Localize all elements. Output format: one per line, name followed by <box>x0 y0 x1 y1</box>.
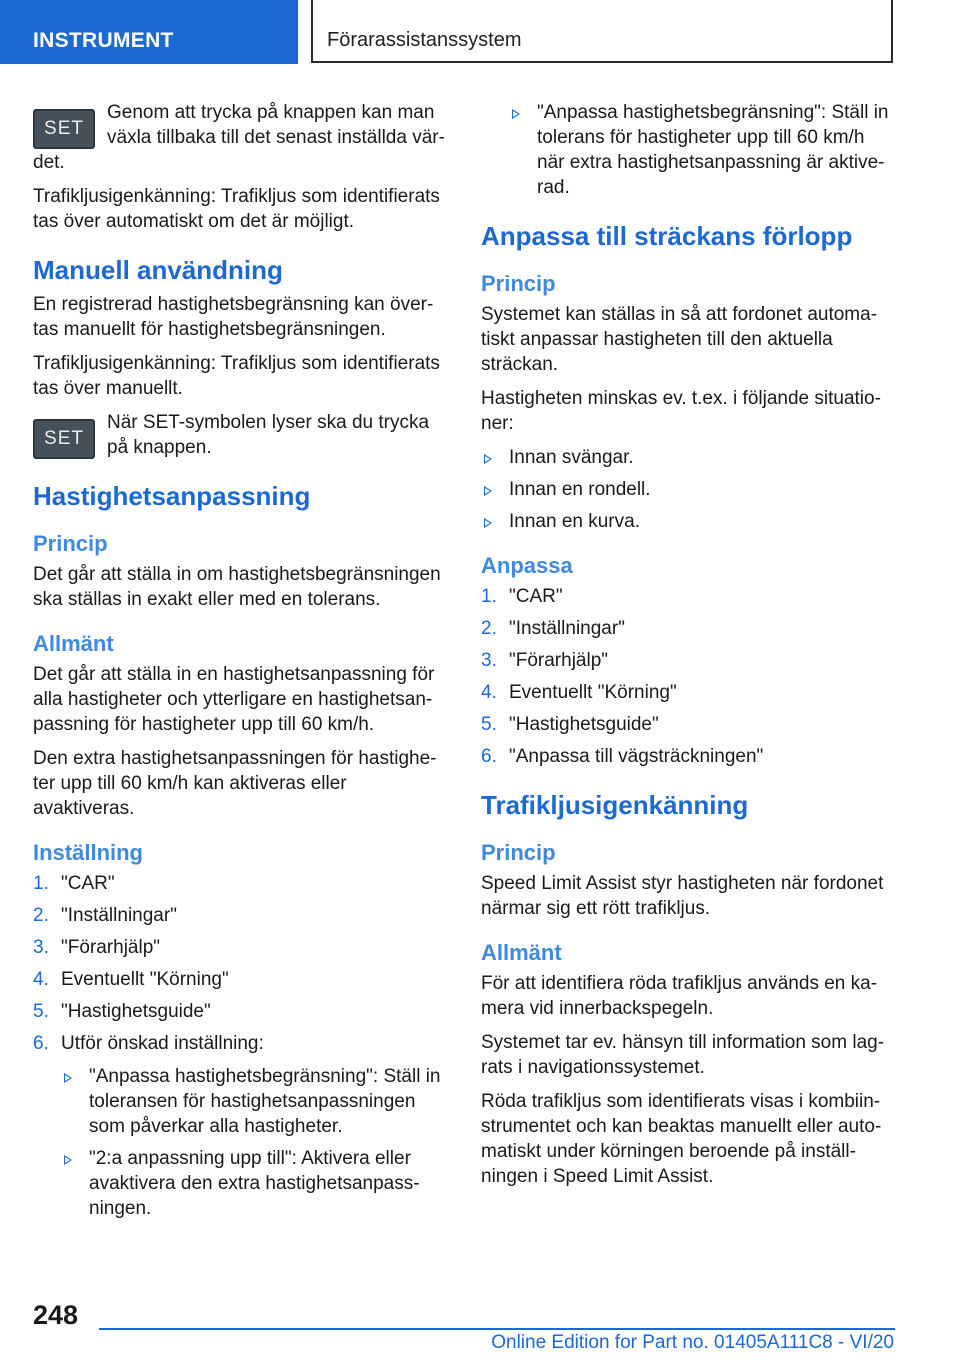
heading-speed-adaptation: Hastighetsanpassning <box>33 481 311 511</box>
header-chapter-label: Förarassistanssystem <box>327 29 522 51</box>
step-number: 3. <box>33 937 49 958</box>
step-number: 3. <box>481 650 497 671</box>
paragraph: Trafikljusigenkänning: Trafikljus som identifierats tas över manuellt. <box>33 353 440 399</box>
paragraph: Trafikljusigenkänning: Trafikljus som identifierats tas över automatiskt om det är möjligt. <box>33 186 440 232</box>
paragraph: Den extra hastighetsanpassningen för hastighe-ter upp till 60 km/h kan aktiveras eller avaktiveras. <box>33 748 437 819</box>
right-column <box>481 100 896 1198</box>
step-number: 6. <box>33 1033 49 1054</box>
paragraph: Systemet kan ställas in så att fordonet automa-tiskt anpassar hastigheten till den aktuella sträckan. <box>481 304 878 375</box>
footer-divider <box>99 1328 895 1330</box>
subheading-principle: Princip <box>481 271 556 296</box>
subheading-principle: Princip <box>33 531 108 556</box>
step-text: "Hastighetsguide" <box>509 714 659 735</box>
paragraph: Systemet tar ev. hänsyn till information som lag-rats i navigationssystemet. <box>481 1032 885 1078</box>
sub-option-text: "2:a anpassning upp till": Aktivera eller avaktivera den extra hastighetsanpass-ningen. <box>89 1148 420 1219</box>
list-item <box>481 712 896 737</box>
list-item <box>481 477 896 502</box>
list-item <box>33 935 448 960</box>
paragraph: En registrerad hastighetsbegränsning kan över-tas manuellt för hastighetsbegränsningen. <box>33 294 434 340</box>
step-text: Eventuellt "Körning" <box>509 682 677 703</box>
list-item <box>33 903 448 928</box>
step-text: "Förarhjälp" <box>61 937 161 958</box>
triangle-bullet-icon <box>484 518 492 528</box>
step-number: 4. <box>33 969 49 990</box>
list-item <box>481 584 896 609</box>
list-item <box>481 648 896 673</box>
page-number: 248 <box>33 1300 79 1330</box>
set-intro-block <box>33 100 448 175</box>
triangle-bullet-icon <box>64 1155 72 1165</box>
triangle-bullet-icon <box>512 109 520 119</box>
paragraph: Det går att ställa in om hastighetsbegränsningen ska ställas in exakt eller med en tolerans. <box>33 564 441 610</box>
set-manual-block <box>33 410 448 460</box>
situation-text: Innan en kurva. <box>509 511 640 532</box>
subheading-general: Allmänt <box>481 940 562 965</box>
paragraph: För att identifiera röda trafikljus används en ka-mera vid innerbackspegeln. <box>481 973 878 1019</box>
step-number: 2. <box>33 905 49 926</box>
step-number: 1. <box>33 873 49 894</box>
triangle-bullet-icon <box>64 1073 72 1083</box>
triangle-bullet-icon <box>484 486 492 496</box>
list-item <box>61 1146 448 1221</box>
step-number: 1. <box>481 586 497 607</box>
step-text: Utför önskad inställning: <box>61 1033 264 1054</box>
set-button-icon: SET <box>33 419 95 459</box>
list-item <box>33 871 448 896</box>
heading-adapt-route: Anpassa till sträckans förlopp <box>481 221 853 251</box>
triangle-bullet-icon <box>484 454 492 464</box>
sub-option-text: "Anpassa hastighetsbegränsning": Ställ in tolerans för hastigheter upp till 60 km/h när extra hastighetsanpassning är aktive-rad. <box>537 102 889 198</box>
paragraph: Det går att ställa in en hastighetsanpassning för alla hastigheter och ytterligare en hastighetsan-passning för hastigheter upp till 60 km/h. <box>33 664 435 735</box>
step-text: "Inställningar" <box>61 905 177 926</box>
setting-steps <box>33 871 448 1056</box>
subheading-setting: Inställning <box>33 840 143 865</box>
list-item <box>33 967 448 992</box>
step-text: "Hastighetsguide" <box>61 1001 211 1022</box>
paragraph: Hastigheten minskas ev. t.ex. i följande situatio-ner: <box>481 388 881 434</box>
list-item <box>509 100 896 200</box>
header-section-label: INSTRUMENT <box>33 29 174 52</box>
list-item <box>481 744 896 769</box>
step-number: 6. <box>481 746 497 767</box>
list-item <box>61 1064 448 1139</box>
set-manual-text: När SET-symbolen lyser ska du trycka på knappen. <box>107 412 430 458</box>
step-text: "CAR" <box>509 586 563 607</box>
paragraph: Röda trafikljus som identifierats visas i kombiin-strumentet och kan beaktas manuellt eller auto-matiskt under körningen beroende på inställ-ningen i Speed Limit Assist. <box>481 1091 882 1187</box>
heading-manual-use: Manuell användning <box>33 255 283 285</box>
heading-traffic-light-recognition: Trafikljusigenkänning <box>481 790 749 820</box>
list-item <box>481 616 896 641</box>
subheading-adjust: Anpassa <box>481 553 573 578</box>
sub-option-text: "Anpassa hastighetsbegränsning": Ställ in toleransen för hastighetsanpassningen som påverkar alla hastigheter. <box>89 1066 441 1137</box>
header-chapter-tab <box>311 0 893 63</box>
list-item <box>481 509 896 534</box>
setting-sub-options <box>61 1064 448 1221</box>
situation-list <box>481 445 896 534</box>
set-button-icon: SET <box>33 109 95 149</box>
edition-link[interactable]: Online Edition for Part no. 01405A111C8 - VI/20 <box>491 1332 894 1353</box>
step-text: Eventuellt "Körning" <box>61 969 229 990</box>
header-section-tab <box>0 0 298 64</box>
situation-text: Innan en rondell. <box>509 479 651 500</box>
step-number: 5. <box>481 714 497 735</box>
subheading-principle: Princip <box>481 840 556 865</box>
set-intro-text-cont: det. <box>33 152 65 173</box>
paragraph: Speed Limit Assist styr hastigheten när fordonet närmar sig ett rött trafikljus. <box>481 873 884 919</box>
list-item <box>481 680 896 705</box>
list-item <box>33 999 448 1024</box>
adjust-steps <box>481 584 896 769</box>
left-column <box>33 100 448 1229</box>
list-item <box>33 1031 448 1056</box>
situation-text: Innan svängar. <box>509 447 634 468</box>
step-text: "Inställningar" <box>509 618 625 639</box>
list-item <box>481 445 896 470</box>
continued-sub-options <box>509 100 896 200</box>
set-intro-text: Genom att trycka på knappen kan man växla tillbaka till det senast inställda vär- <box>107 102 445 148</box>
subheading-general: Allmänt <box>33 631 114 656</box>
step-number: 4. <box>481 682 497 703</box>
step-number: 5. <box>33 1001 49 1022</box>
step-text: "Förarhjälp" <box>509 650 609 671</box>
step-text: "Anpassa till vägsträckningen" <box>509 746 764 767</box>
step-text: "CAR" <box>61 873 115 894</box>
step-number: 2. <box>481 618 497 639</box>
